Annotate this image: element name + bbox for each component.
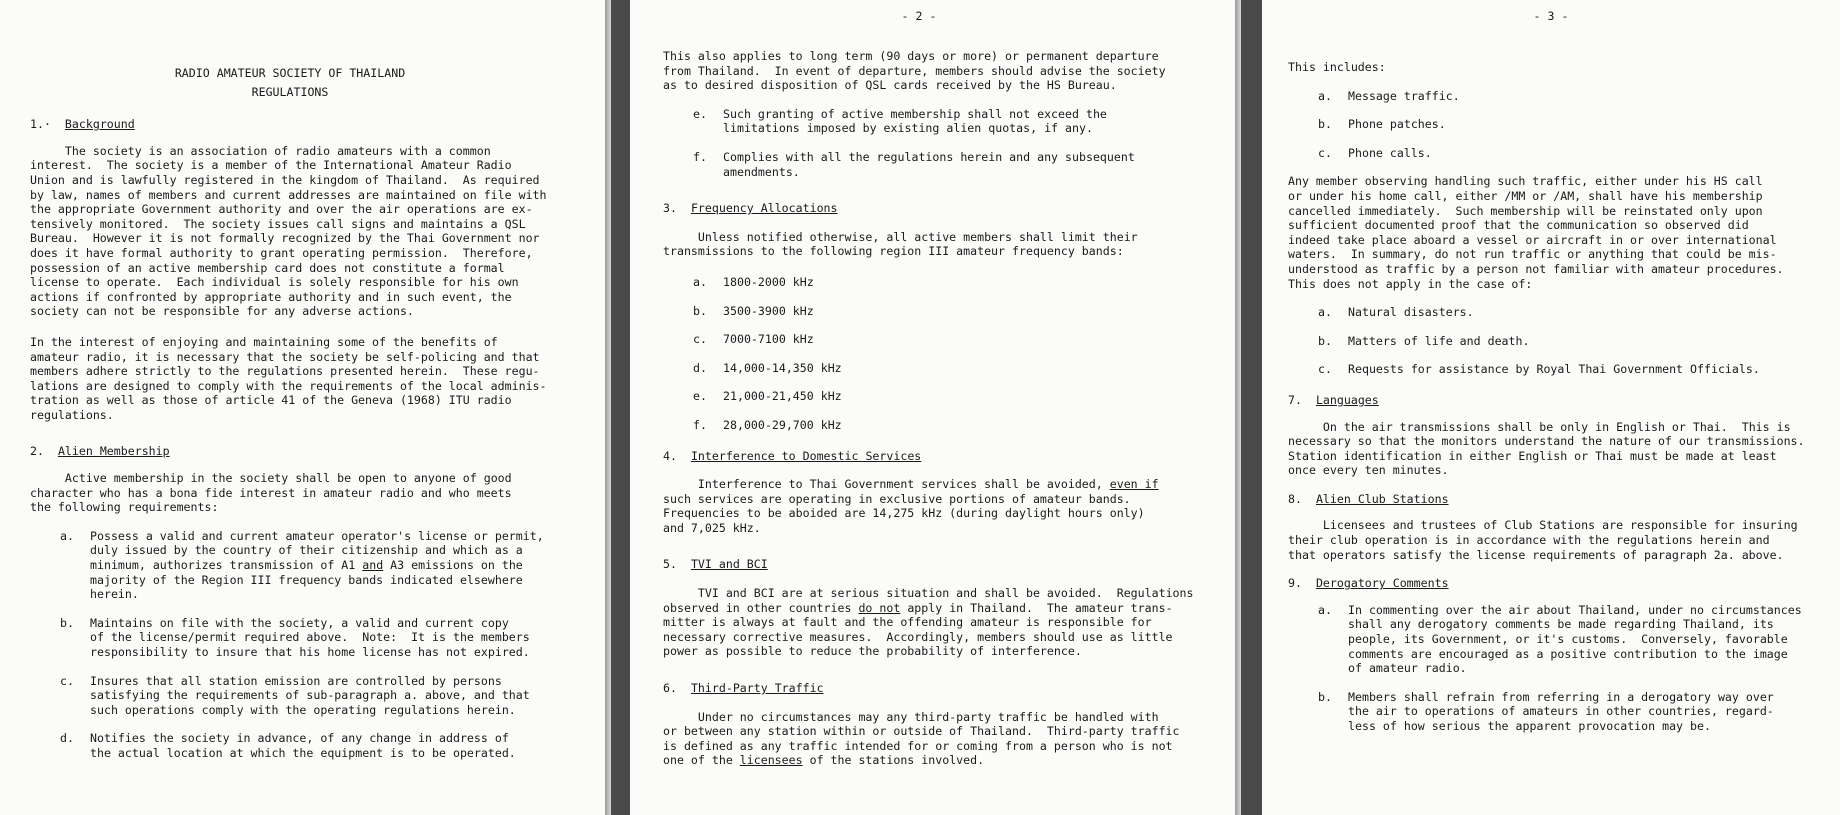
list-item-text: Phone patches. <box>1348 117 1446 132</box>
list-item-text: 21,000-21,450 kHz <box>723 389 842 404</box>
frequency-band-item <box>693 361 1208 376</box>
document-page-1 <box>0 0 605 815</box>
frequency-band-item <box>693 304 1208 319</box>
frequency-band-item <box>693 332 1208 347</box>
list-item-label: c. <box>693 332 707 347</box>
list-item-label: b. <box>1318 333 1332 348</box>
section-heading-tvi-bci: 5. TVI and BCI <box>663 557 768 572</box>
section-heading-derogatory-comments: 9. Derogatory Comments <box>1288 576 1449 591</box>
frequency-band-item <box>693 389 1208 404</box>
requirement-f: f. Complies with all the regulations herein and any subsequent amendments. <box>693 149 1135 179</box>
page-edge-shadow <box>605 0 611 815</box>
observation-paragraph: Any member observing handling such traffic, either under his HS call or under his home call, either /MM or /AM, shall have his membership cancelled immediately. Such membership will be reinstated only upon sufficient documented proof that the communication so observed did indeed take place aboard a vessel or aircraft in or over international waters. In summary, do not run traffic or anything that could be mis- understood as traffic by a person not familiar with amateur procedures. This does not apply in the case of: <box>1288 174 1784 291</box>
section-heading-third-party-traffic: 6. Third-Party Traffic <box>663 681 824 696</box>
page-number: - 2 - <box>901 9 937 23</box>
list-item-text: Natural disasters. <box>1348 305 1474 320</box>
list-item-label: f. <box>693 417 707 432</box>
list-item-label: b. <box>693 303 707 318</box>
list-item-label: c. <box>1318 362 1332 377</box>
list-item-label: e. <box>693 389 707 404</box>
frequency-band-item <box>693 418 1208 433</box>
document-page-3 <box>1262 0 1840 815</box>
derogatory-rule-b: b. Members shall refrain from referring in a derogatory way over the air to operations of amateurs in other countries, regard- less of how serious the apparent provocation may be. <box>1318 689 1774 733</box>
section-heading-languages: 7. Languages <box>1288 392 1379 407</box>
languages-paragraph: On the air transmissions shall be only in English or Thai. This is necessary so that the monitors understand the nature of our transmissions. Station identification in either English or Thai must be made at least once every ten minutes. <box>1288 419 1805 478</box>
section-heading-alien-membership: 2. Alien Membership <box>30 444 170 459</box>
exception-item <box>1318 334 1840 349</box>
section-heading-frequency-allocations: 3. Frequency Allocations <box>663 201 838 216</box>
list-item-text: Requests for assistance by Royal Thai Government Officials. <box>1348 362 1760 377</box>
list-item-text: 1800-2000 kHz <box>723 274 814 289</box>
tvi-bci-paragraph: TVI and BCI are at serious situation and shall be avoided. Regulations observed in other countries do not apply in Thailand. The amateur trans- mitter is always at fault and the offending amateur is responsible for necessary corrective measures. Accordingly, members should use as little power as possible to reduce the probability of interference. <box>663 586 1194 659</box>
includes-label: This includes: <box>1288 60 1386 74</box>
section-heading-background: 1.· Background <box>30 117 135 132</box>
list-item-text: Phone calls. <box>1348 145 1432 160</box>
requirement-d: d. Notifies the society in advance, of any change in address of the actual location at which the equipment is to be operated. <box>60 731 516 760</box>
page-edge-shadow <box>1235 0 1241 815</box>
list-item-text: 28,000-29,700 kHz <box>723 417 842 432</box>
document-title: RADIO AMATEUR SOCIETY OF THAILAND <box>174 66 406 80</box>
page-number: - 3 - <box>1533 9 1569 23</box>
list-item-text: 7000-7100 kHz <box>723 332 814 347</box>
list-item-text: 3500-3900 kHz <box>723 303 814 318</box>
frequency-band-list <box>693 275 1208 433</box>
third-party-paragraph: Under no circumstances may any third-party traffic be handled with or between any station within or outside of Thailand. Third-party traffic is defined as any traffic intended for or coming from a person who is not one of the licensees of the stations involved. <box>663 709 1180 768</box>
exception-item <box>1318 305 1840 320</box>
list-item-label: a. <box>693 274 707 289</box>
document-page-2 <box>630 0 1235 815</box>
list-item-label: a. <box>1318 88 1332 103</box>
list-item-label: c. <box>1318 145 1332 160</box>
departure-paragraph: This also applies to long term (90 days or more) or permanent departure from Thailand. In event of departure, members should advise the society as to desired disposition of QSL cards received by the HS Bureau. <box>663 49 1166 93</box>
list-item-label: a. <box>1318 305 1332 320</box>
requirement-a: a. Possess a valid and current amateur operator's license or permit, duly issued by the country of their citizenship and which as a minimum, authorizes transmission of A1 and A3 emissions on the majority of the Region III frequency bands indicated elsewhere herein. <box>60 528 544 602</box>
club-stations-paragraph: Licensees and trustees of Club Stations are responsible for insuring their club operation is in accordance with the regulations herein and that operators satisfy the license requirements of paragraph 2a. above. <box>1288 518 1798 562</box>
requirement-c: c. Insures that all station emission are controlled by persons satisfying the requirements of sub-paragraph a. above, and that such operations comply with the operating regulations herein. <box>60 673 530 717</box>
list-item-text: Matters of life and death. <box>1348 333 1530 348</box>
requirement-b: b. Maintains on file with the society, a valid and current copy of the license/permit required above. Note: It is the members responsibility to insure that his home license has not expired. <box>60 615 530 659</box>
list-item-label: b. <box>1318 117 1332 132</box>
section-heading-alien-club-stations: 8. Alien Club Stations <box>1288 491 1449 506</box>
list-item-label: d. <box>693 360 707 375</box>
exceptions-list <box>1318 305 1840 377</box>
traffic-type-item <box>1318 146 1840 161</box>
background-paragraph-1: The society is an association of radio amateurs with a common interest. The society is a member of the International Amateur Radio Union and is lawfully registered in the kingdom of Thailand. As required by law, names of members and current addresses are maintained on file with the appropriate Government authority and over the air operations are ex- tensively monitored. The society issues call signs and maintains a QSL Bureau. However it is not formally recognized by the Thai Government nor does it have formal authority to grant operating permission. Therefore, possession of an active membership card does not constitute a formal license to operate. Each individual is solely responsible for his own actions if confronted by appropriate authority and in such event, the society can not be responsible for any adverse actions. <box>30 143 547 319</box>
frequency-band-item <box>693 275 1208 290</box>
derogatory-rule-a: a. In commenting over the air about Thailand, under no circumstances shall any derogatory comments be made regarding Thailand, its people, its Government, or it's customs. Conversely, favorable comments are encouraged as a positive contribution to the image of amateur radio. <box>1318 602 1802 676</box>
traffic-type-item <box>1318 117 1840 132</box>
list-item-text: 14,000-14,350 kHz <box>723 360 842 375</box>
document-subtitle: REGULATIONS <box>251 84 329 99</box>
interference-paragraph: Interference to Thai Government services shall be avoided, even if such services are operating in exclusive portions of amateur bands. Frequencies to be aboided are 14,275 kHz (during daylight hours only) and 7,025 kHz. <box>663 477 1159 535</box>
list-item-text: Message traffic. <box>1348 88 1460 103</box>
section-heading-interference: 4. Interference to Domestic Services <box>663 448 922 463</box>
exception-item <box>1318 362 1840 377</box>
traffic-types-list <box>1318 89 1840 161</box>
alien-membership-paragraph: Active membership in the society shall be open to anyone of good character who has a bona fide interest in amateur radio and who meets the following requirements: <box>30 471 512 515</box>
background-paragraph-2: In the interest of enjoying and maintaining some of the benefits of amateur radio, it is necessary that the society be self-policing and that members adhere strictly to the regulations presented herein. These regu- lations are designed to comply with the requirements of the local adminis- tration as well as those of article 41 of the Geneva (1968) ITU radio regulations. <box>30 334 547 422</box>
frequency-paragraph: Unless notified otherwise, all active members shall limit their transmissions to the following region III amateur frequency bands: <box>663 229 1138 259</box>
traffic-type-item <box>1318 89 1840 104</box>
requirement-e: e. Such granting of active membership shall not exceed the limitations imposed by existing alien quotas, if any. <box>693 106 1107 136</box>
